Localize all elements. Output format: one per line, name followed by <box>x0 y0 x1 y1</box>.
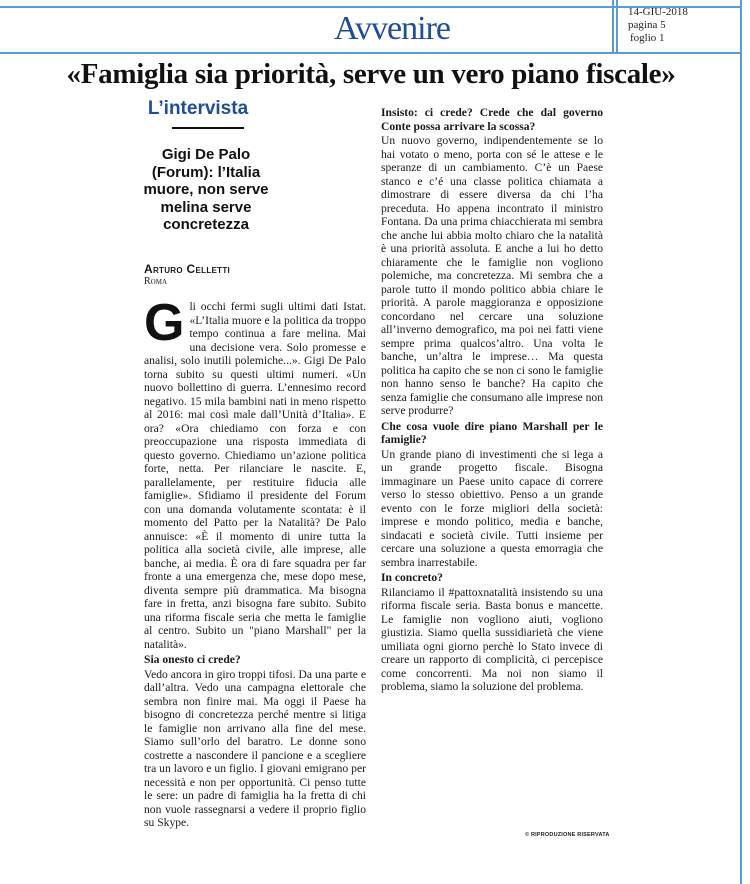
answer-4: Rilanciamo il #pattoxnatalità insistendo su una riforma fiscale seria. Basta bonus e mancette. Le famiglie non vogliono aiuti, vogliono giustizia. Siamo quella sussidiarietà che viene umiliata ogni giorno perchè lo Stato invece di creare un rapporto di complicità, ci percepisce come concorrenti. Ma noi non siamo il problema, siamo la soluzione del problema. <box>381 585 603 693</box>
drop-cap: G <box>144 294 185 352</box>
dateline: Roma <box>144 276 168 287</box>
answer-1: Vedo ancora in giro troppi tifosi. Da una parte e dall’altra. Vedo una campagna elettorale che sembra non finire mai. Ma oggi il Paese ha bisogno di concretezza perché mentre si litiga le famiglie non arrivano alla fine del mese. Siamo sull’orlo del baratro. Le donne sono costrette a nascondere il pancione e a scegliere tra un lavoro e un figlio. I giovani emigrano per necessità e non per opportunità. Ci penso tutte le sere: un padre di famiglia ha la fretta di chi non vuole rassegnarsi a vedere il proprio figlio su Skype. <box>144 667 366 829</box>
headline: «Famiglia sia priorità, serve un vero piano fiscale» <box>66 58 676 90</box>
article-column-1 <box>144 294 366 830</box>
kicker-rule <box>172 127 244 129</box>
lead-paragraph <box>144 294 366 651</box>
newspaper-logo: Avvenire <box>334 10 450 47</box>
frame-meta-divider-inner <box>616 0 618 53</box>
clipping-page: pagina 5 <box>628 19 666 31</box>
answer-3: Un grande piano di investimenti che si lega a un grande progetto fiscale. Bisogna immaginare un Paese unito capace di correre verso lo stesso obiettivo. Penso a un grande evento con le forze migliori della società: imprese e mondo politico, media e banche, sindacati e società civile. Tutti insieme per cercare una soluzione a questa emorragia che sembra inarrestabile. <box>381 447 603 569</box>
frame-right-border <box>740 0 742 884</box>
clipping-meta <box>620 6 738 45</box>
question-4: In concreto? <box>381 571 443 584</box>
clipping-date: 14-GIU-2018 <box>628 6 688 18</box>
subheadline: Gigi De Palo (Forum): l’Italia muore, non serve melina serve concretezza <box>143 146 269 233</box>
clipping-sheet: foglio 1 <box>630 32 665 44</box>
article-column-2 <box>381 104 603 694</box>
lead-text: li occhi fermi sugli ultimi dati Istat. «L’Italia muore e la politica da troppo tempo continua a fare melina. Mai una decisione vera. Solo promesse e analisi, solo inutili polemiche...». Gigi De Palo torna subito su questi ultimi numeri. «Un nuovo bollettino di guerra. L’ennesimo record negativo. 15 mila bambini nati in meno rispetto al 2016: mai così male dall’Unità d’Italia». E ora? «Ora chiediamo con forza e con preoccupazione una risposta immediata di questo governo. Chiediamo un’azione politica forte, netta. Per rilanciare le nascite. E, parallelamente, per restituire fiducia alle famiglie». Sfidiamo il presidente del Forum con una domanda volutamente scontata: è il momento del Patto per la Natalità? De Palo annuisce: «È il momento di unire tutta la politica alla società civile, alle imprese, alle banche, ai media. È ora di fare squadra per far fronte a una emergenza che, mese dopo mese, diventa sempre più drammatica. Ma bisogna fare in fretta, anzi bisogna fare subito. Subito una riforma fiscale seria che metta le famiglie al centro. Subito un "piano Marshall" per la natalità». <box>144 300 366 651</box>
author-byline: Arturo Celletti <box>144 262 231 276</box>
masthead <box>0 7 614 51</box>
section-kicker: L’intervista <box>147 98 249 119</box>
question-3: Che cosa vuole dire piano Marshall per le famiglie? <box>381 419 603 446</box>
question-1: Sia onesto ci crede? <box>144 653 241 666</box>
copyright-notice: © RIPRODUZIONE RISERVATA <box>525 832 610 838</box>
answer-2: Un nuovo governo, indipendentemente se lo hai votato o meno, porta con sé le attese e le speranze di un cambiamento. C’è un Paese stanco e c’é una classe politica chiamata a dimostrare di essere diversa da chi l’ha preceduta. Ho appena incontrato il ministro Fontana. Da una prima chiacchierata mi sembra che anche lui abbia molto chiaro che la natalità è una priorità assoluta. E anche a lui ho detto chiaramente che le famiglie non vogliono polemiche, ma concretezza. Mi sembra che a parole tutto il mondo politico abbia chiare le priorità. A parole maggioranza e opposizione concordano nel cercare una soluzione all’inverno demografico, ma poi nei fatti viene sempre prima qualcos’altro. Una volta le banche, un’altra le imprese… Ma questa politica ha capito che se non ci sono le famiglie non hanno senso le banche? Ha capito che senza famiglie che consumano alle imprese non serve produrre? <box>381 134 603 417</box>
frame-header-rule <box>0 52 742 54</box>
question-2: Insisto: ci crede? Crede che dal governo Conte possa arrivare la scossa? <box>381 106 603 133</box>
